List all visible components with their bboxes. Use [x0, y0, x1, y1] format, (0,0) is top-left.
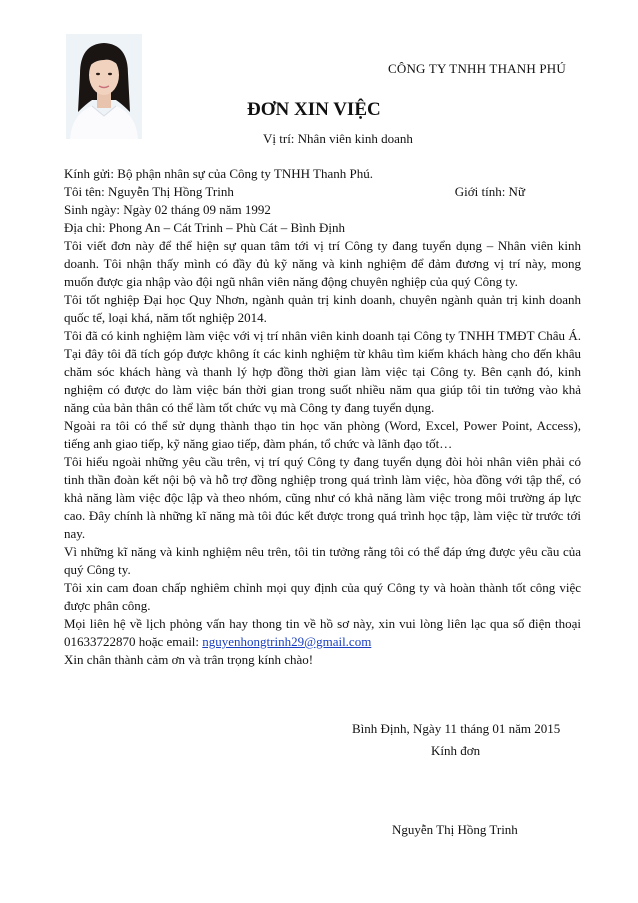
name-gender-row	[64, 183, 581, 201]
paragraph-requirements: Tôi hiểu ngoài những yêu cầu trên, vị trí quý Công ty đang tuyển dụng đòi hỏi nhân viên phải có tinh thần đoàn kết nội bộ và hỗ trợ đồng nghiệp trong quá trình làm việc, hòa đồng với tập thể, có khả năng làm việc độc lập và theo nhóm, cũng như có khả năng làm việc trong môi trường áp lực cao. Đây chính là những kĩ năng mà tôi đúc kết được trong quá trình học tập, làm việc từ trước tới nay.	[64, 454, 581, 541]
paragraph-interest: Tôi viết đơn này để thể hiện sự quan tâm tới vị trí Công ty đang tuyển dụng – Nhân viên kinh doanh. Tôi nhận thấy mình có đầy đủ kỹ năng và kinh nghiệm để đảm đương vị trí này, mong muốn được gia nhập vào đội ngũ nhân viên năng động chuyên nghiệp của quý Công ty.	[64, 238, 581, 289]
applicant-photo	[66, 34, 142, 139]
contact-text: Mọi liên hệ về lịch phỏng vấn hay thong tin về hồ sơ này, xin vui lòng liên lạc qua số điện thoại 01633722870 hoặc email:	[64, 616, 581, 649]
company-name: CÔNG TY TNHH THANH PHÚ	[388, 61, 566, 76]
job-position: Vị trí: Nhân viên kinh doanh	[263, 131, 413, 146]
paragraph-education: Tôi tốt nghiệp Đại học Quy Nhơn, ngành quản trị kinh doanh, chuyên ngành quản trị kinh doanh quốc tế, loại khá, năm tốt nghiệp 2014.	[64, 292, 581, 325]
paragraph-skills: Ngoài ra tôi có thể sử dụng thành thạo tin học văn phòng (Word, Excel, Power Point, Access), tiếng anh giao tiếp, kỹ năng giao tiếp, đàm phán, tổ chức và lãnh đạo tốt…	[64, 418, 581, 451]
document-title: ĐƠN XIN VIỆC	[247, 99, 381, 120]
paragraph-contact	[64, 615, 581, 651]
paragraph-confidence: Vì những kĩ năng và kinh nghiệm nêu trên, tôi tin tưởng rằng tôi có thể đáp ứng được yêu cầu của quý Công ty.	[64, 544, 581, 577]
email-link[interactable]: nguyenhongtrinh29@gmail.com	[202, 634, 372, 649]
signature-name: Nguyễn Thị Hồng Trinh	[392, 822, 518, 837]
paragraph-commitment: Tôi xin cam đoan chấp nghiêm chỉnh mọi quy định của quý Công ty và hoàn thành tốt công việc được phân công.	[64, 580, 581, 613]
letter-body	[64, 165, 581, 669]
applicant-gender: Giới tính: Nữ	[454, 184, 525, 199]
closing-salutation: Kính đơn	[431, 743, 481, 758]
address-line: Địa chỉ: Phong An – Cát Trinh – Phù Cát – Bình Định	[64, 220, 345, 235]
applicant-name: Tôi tên: Nguyễn Thị Hồng Trinh	[64, 184, 234, 199]
paragraph-experience: Tôi đã có kinh nghiệm làm việc với vị trí nhân viên kinh doanh tại Công ty TNHH TMĐT Châu Á. Tại đây tôi đã tích góp được không ít các kinh nghiệm từ khâu tìm kiếm khách hàng cho đến khâu chăm sóc khách hàng và thanh lý hợp đồng thời gian làm việc tại Công ty. Bên cạnh đó, kinh nghiệm có được do làm việc bán thời gian trong suốt nhiều năm qua giúp tôi tin tưởng vào khả năng của bản thân có thể làm tốt chức vụ mà Công ty đang tuyển dụng.	[64, 328, 581, 415]
letter-date: Bình Định, Ngày 11 tháng 01 năm 2015	[352, 721, 561, 736]
paragraph-thanks: Xin chân thành cảm ơn và trân trọng kính chào!	[64, 652, 314, 667]
birthday-line: Sinh ngày: Ngày 02 tháng 09 năm 1992	[64, 202, 271, 217]
recipient-line: Kính gửi: Bộ phận nhân sự của Công ty TNHH Thanh Phú.	[64, 166, 373, 181]
